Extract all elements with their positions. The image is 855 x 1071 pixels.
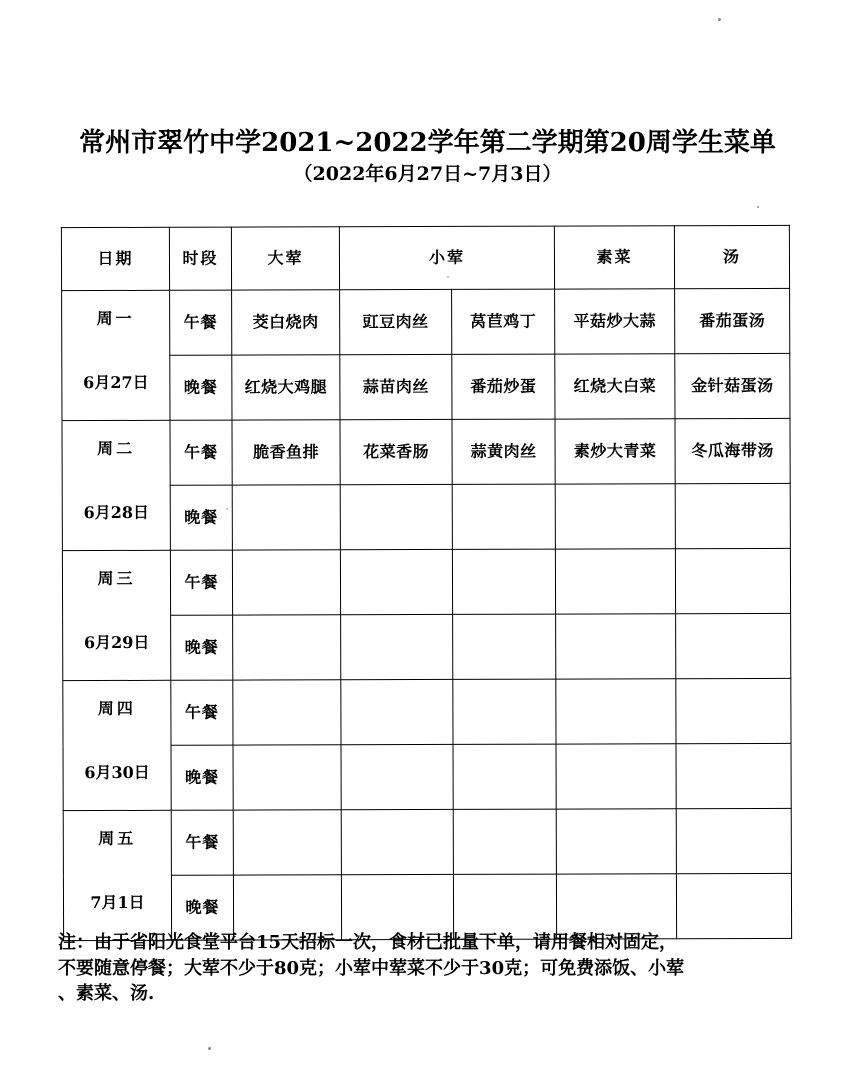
meal-label: 晚餐 (171, 875, 233, 940)
meal-label: 晚餐 (171, 615, 233, 680)
date-label: 7月1日 (90, 892, 145, 913)
table-body (62, 288, 792, 940)
dish-main: 脆香鱼排 (232, 420, 340, 485)
header-soup: 汤 (674, 225, 789, 288)
dish-sub-a (341, 679, 453, 744)
dish-vegetable: 红烧大白菜 (555, 354, 675, 419)
meal-label: 午餐 (171, 810, 233, 875)
meal-label: 午餐 (170, 290, 232, 355)
weekday-label: 周一 (96, 308, 135, 329)
dish-vegetable (556, 744, 676, 809)
dish-soup (676, 678, 791, 743)
dish-vegetable (556, 614, 676, 679)
note-line-1: 注：由于省阳光食堂平台15天招标一次，食材已批量下单，请用餐相对固定， (58, 932, 678, 953)
header-date: 日期 (61, 227, 169, 290)
date-cell (62, 290, 170, 420)
dish-sub-a (340, 484, 452, 549)
date-label: 6月28日 (83, 502, 150, 523)
dish-main (233, 680, 341, 745)
table-row (62, 288, 790, 355)
scan-speck (208, 1047, 211, 1050)
dish-soup: 冬瓜海带汤 (675, 418, 790, 483)
note-line-3: 、素菜、汤. (58, 983, 155, 1005)
dish-main: 红烧大鸡腿 (232, 355, 340, 420)
dish-main (232, 550, 340, 615)
date-label: 6月30日 (84, 762, 150, 783)
table-row (63, 808, 791, 875)
dish-sub-b (452, 484, 555, 549)
weekday-label: 周五 (98, 828, 137, 849)
date-cell (63, 680, 171, 810)
menu-table-container (61, 225, 791, 941)
meal-label: 晚餐 (170, 355, 232, 420)
dish-main (233, 810, 341, 875)
dish-main (233, 745, 341, 810)
dish-soup: 金针菇蛋汤 (675, 353, 790, 418)
dish-vegetable (555, 484, 675, 549)
dish-vegetable (555, 549, 675, 614)
dish-soup: 番茄蛋汤 (675, 288, 790, 353)
dish-sub-b (453, 744, 556, 809)
dish-vegetable: 素炒大青菜 (555, 419, 675, 484)
table-row (63, 743, 791, 810)
dish-soup (675, 483, 790, 548)
dish-sub-b: 莴苣鸡丁 (452, 289, 555, 354)
dish-sub-a (341, 744, 453, 809)
header-row (61, 225, 789, 290)
date-label: 6月29日 (83, 632, 150, 653)
dish-vegetable (556, 679, 676, 744)
header-main-dish: 大荤 (231, 227, 339, 290)
weekday-label: 周四 (97, 698, 136, 719)
dish-soup (676, 873, 791, 938)
meal-label: 晚餐 (171, 745, 233, 810)
dish-sub-a (341, 614, 453, 679)
dish-soup (676, 743, 791, 808)
dish-soup (676, 613, 791, 678)
dish-main (232, 485, 340, 550)
dish-vegetable: 平菇炒大蒜 (555, 289, 675, 354)
dish-sub-a (340, 549, 452, 614)
dish-sub-a (341, 809, 453, 874)
table-row (63, 613, 791, 680)
dish-soup (675, 548, 790, 613)
dish-sub-a: 蒜苗肉丝 (340, 354, 452, 419)
table-row (63, 678, 791, 745)
table-row (62, 548, 790, 615)
dish-main (233, 615, 341, 680)
meal-label: 午餐 (171, 680, 233, 745)
date-label: 6月27日 (83, 372, 149, 393)
header-meal: 时段 (169, 227, 231, 290)
date-cell (63, 810, 171, 940)
scan-speck (757, 206, 759, 208)
dish-main: 茭白烧肉 (232, 290, 340, 355)
scan-speck (718, 18, 721, 21)
meal-label: 午餐 (170, 420, 232, 485)
title-block (0, 128, 855, 187)
dish-sub-a: 花菜香肠 (340, 419, 452, 484)
meal-label: 午餐 (170, 550, 232, 615)
date-cell (62, 550, 170, 680)
table-header (61, 225, 789, 290)
table-row (62, 483, 790, 550)
meal-label: 晚餐 (170, 485, 232, 550)
dish-sub-b: 蒜黄肉丝 (452, 419, 555, 484)
dish-sub-b (453, 614, 556, 679)
menu-table (61, 225, 792, 941)
dish-vegetable (556, 809, 676, 874)
dish-soup (676, 808, 791, 873)
date-cell (62, 420, 170, 550)
header-sub-dish: 小荤 (339, 226, 554, 290)
dish-sub-a: 豇豆肉丝 (340, 289, 452, 354)
weekday-label: 周三 (97, 568, 136, 589)
page-title: 常州市翠竹中学2021~2022学年第二学期第20周学生菜单 (79, 128, 776, 158)
table-row (62, 418, 790, 485)
dish-sub-b (453, 809, 556, 874)
page-subtitle: （2022年6月27日~7月3日） (293, 162, 562, 185)
footer-note (58, 930, 798, 1007)
table-row (62, 353, 790, 420)
dish-sub-b (453, 679, 556, 744)
note-line-2: 不要随意停餐；大荤不少于80克；小荤中荤菜不少于30克；可免费添饭、小荤 (58, 957, 685, 979)
weekday-label: 周二 (97, 438, 136, 459)
header-vegetable: 素菜 (554, 226, 674, 289)
dish-sub-b (452, 549, 555, 614)
dish-sub-b: 番茄炒蛋 (452, 354, 555, 419)
